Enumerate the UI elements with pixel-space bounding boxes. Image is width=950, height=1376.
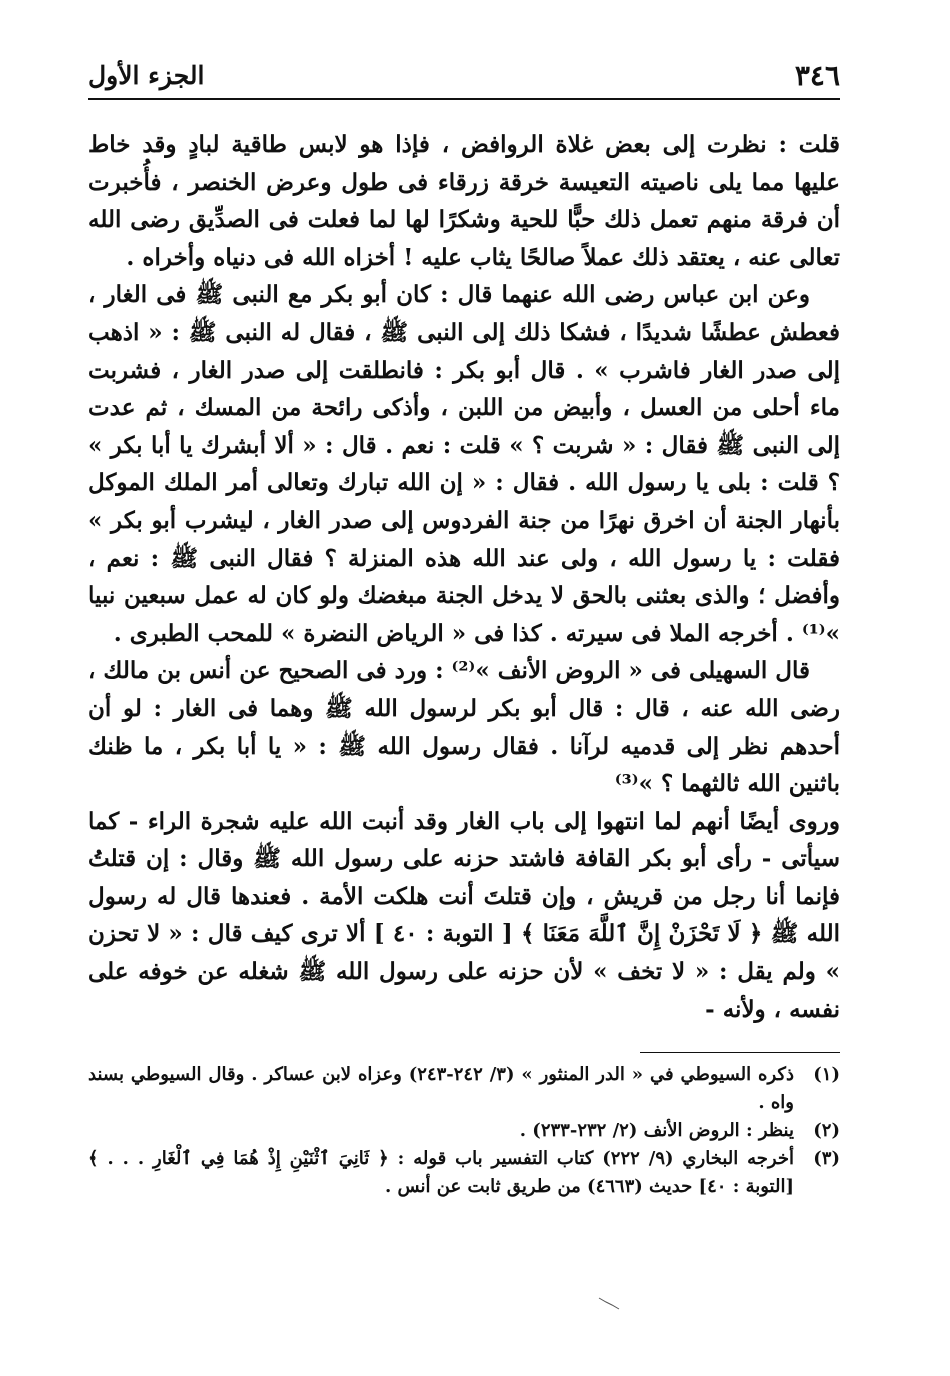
footnote [88,1145,840,1201]
footnote [88,1117,840,1145]
footnote-text: ينظر : الروض الأنف (٢/ ٢٣٢-٢٣٣) . [519,1120,794,1142]
page-number: ٣٤٦ [794,59,840,92]
paragraph: قال السهيلى فى « الروض الأنف »⁽²⁾ : ورد فى الصحيح عن أنس بن مالك ، رضى الله عنه ، قال : قال أبو بكر لرسول الله ﷺ وهما فى الغار : لو أن أحدهم نظر إلى قدميه لرآنا . فقال رسول الله ﷺ : « يا أبا بكر ، ما ظنك باثنين الله ثالثهما ؟ »⁽³⁾ [88,657,840,798]
body-text [88,126,840,1028]
footnote-separator [640,1052,840,1053]
footnotes [88,1061,840,1201]
running-title: الجزء الأول [88,61,205,90]
paragraph: وعن ابن عباس رضى الله عنهما قال : كان أبو بكر مع النبى ﷺ فى الغار ، فعطش عطشًا شديدًا ، فشكا ذلك إلى النبى ﷺ ، فقال له النبى ﷺ : « اذهب إلى صدر الغار فاشرب » . قال أبو بكر : فانطلقت إلى صدر الغار ، فشربت ماء أحلى من العسل ، وأبيض من اللبن ، وأذكى رائحة من المسك ، ثم عدت إلى النبى ﷺ فقال : « شربت ؟ » قلت : نعم . قال : « ألا أبشرك يا أبا بكر » ؟ قلت : بلى يا رسول الله . فقال : « إن الله تبارك وتعالى أمر الملك الموكل بأنهار الجنة أن اخرق نهرًا من جنة الفردوس إلى صدر الغار ، ليشرب أبو بكر » فقلت : يا رسول الله ، ولى عند الله هذه المنزلة ؟ فقال النبى ﷺ : نعم ، وأفضل ؛ والذى بعثنى بالحق لا يدخل الجنة مبغضك ولو كان له عمل سبعين نبيا »⁽¹⁾ . أخرجه الملا فى سيرته . كذا فى « الرياض النضرة » للمحب الطبرى . [88,281,840,647]
footnote-number: (٣) [813,1148,840,1170]
book-page [88,52,840,1312]
footnote-number: (١) [813,1064,840,1086]
footnote [88,1061,840,1117]
page-header [88,52,840,100]
footnote-text: أخرجه البخاري (٩/ ٢٢٢) كتاب التفسير باب قوله : ﴿ ثَانِيَ ٱثْنَيْنِ إِذْ هُمَا فِي ٱلْغَارِ . . . ﴾ [التوبة : ٤٠] حديث (٤٦٦٣) من طريق ثابت عن أنس . [88,1148,794,1198]
paragraph: وروى أيضًا أنهم لما انتهوا إلى باب الغار وقد أنبت الله عليه شجرة الراء - كما سيأتى - رأى أبو بكر القافة فاشتد حزنه على رسول الله ﷺ وقال : إن قتلتُ فإنما أنا رجل من قريش ، وإن قتلتَ أنت هلكت الأمة . فعندها قال له رسول الله ﷺ ﴿ لَا تَحْزَنْ إِنَّ ٱللَّهَ مَعَنَا ﴾ [ التوبة : ٤٠ ] ألا ترى كيف قال : « لا تحزن » ولم يقل : « لا تخف » لأن حزنه على رسول الله ﷺ شغله عن خوفه على نفسه ، ولأنه - [88,807,841,1023]
footnote-number: (٢) [813,1120,840,1142]
paragraph: قلت : نظرت إلى بعض غلاة الروافض ، فإذا هو لابس طاقية لبادٍ وقد خاط عليها مما يلى ناصيته التعيسة خرقة زرقاء فى طول وعرض الخنصر ، فأُخبرت أن فرقة منهم تعمل ذلك حبًّا للحية وشكرًا لها لما فعلت فى الصدِّيق رضى الله تعالى عنه ، يعتقد ذلك عملاً صالحًا يثاب عليه ! أخزاه الله فى دنياه وأخراه . [88,131,840,271]
footnote-text: ذكره السيوطي في « الدر المنثور » (٣/ ٢٤٢-٢٤٣) وعزاه لابن عساكر . وقال السيوطي بسند واه . [88,1064,794,1114]
scan-speck [598,1296,620,1310]
